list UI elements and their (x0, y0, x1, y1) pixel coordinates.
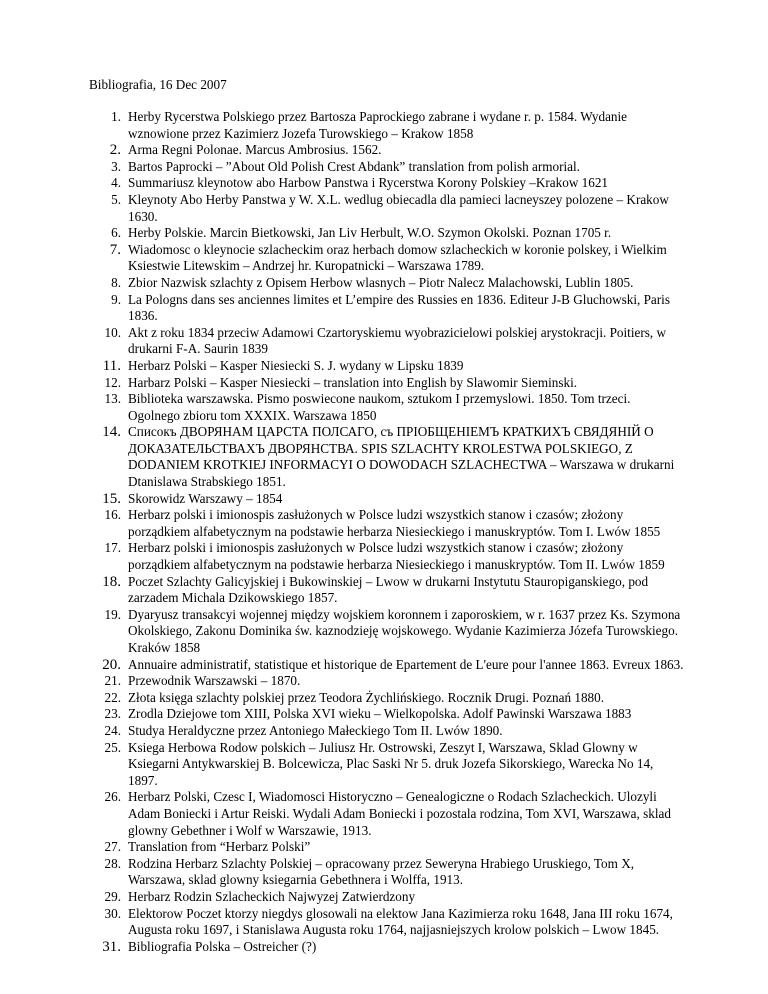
entry-number: 25. (104, 739, 121, 755)
entry-text: Przewodnik Warszawski – 1870. (128, 673, 301, 689)
entry-number: 17. (104, 540, 121, 556)
entry-text: Translation from “Herbarz Polski” (128, 839, 311, 855)
entry-number: 8. (111, 274, 121, 290)
entry-number: 28. (104, 855, 121, 871)
entry-number: 20. (102, 656, 121, 673)
bibliography-list (89, 109, 685, 955)
entry-number: 31. (102, 938, 121, 955)
entry-text: La Pologns dans ses anciennes limites et L’empire des Russies en 1836. Editeur J-B Gluchowski, Paris 1836. (128, 291, 670, 324)
entry-text: Kleynoty Abo Herby Panstwa y W. X.L. wedlug obiecadla dla pamieci lacneyszey polozene – Krakow 1630. (128, 191, 669, 224)
entry-number: 6. (111, 225, 121, 241)
entry-text: Списокъ ДВОРЯНАМ ЦАРСТА ПОЛСАГО, съ ПРІОБЩЕНІЕМЪ КРАТКИХЪ СВЯДЯНІЙ О ДОКАЗАТЕЛЬСТВАХЪ ДВОРЯНСТВА. SPIS SZLACHTY KROLESTWA POLSKIEGO, Z DODANIEM KROTKIEJ INFORMACYI O DOWODACH SZLACHECTWA – Warszawa w drukarni Dtanislawa Strabskiego 1851. (128, 424, 675, 490)
bibliography-entry (89, 142, 685, 159)
entry-number: 4. (111, 175, 121, 191)
bibliography-entry (89, 607, 685, 657)
bibliography-entry (89, 424, 685, 490)
bibliography-entry (89, 275, 685, 292)
entry-text: Herby Rycerstwa Polskiego przez Bartosza Paprockiego zabrane i wydane r. p. 1584. Wydanie wznowione przez Kazimierz Jozefa Turowskiego – Krakow 1858 (128, 109, 628, 141)
bibliography-entry (89, 491, 685, 508)
entry-number: 13. (104, 391, 121, 407)
entry-text: Ksiega Herbowa Rodow polskich – Juliusz Hr. Ostrowski, Zeszyt I, Warszawa, Sklad Glowny w Ksiegarni Antykwarskiej B. Bolcewicza, Plac Saski Nr 5. druk Jozefa Sikorskiego, Warecka No 14, 1897. (128, 739, 654, 788)
bibliography-entry (89, 375, 685, 392)
entry-text: Rodzina Herbarz Szlachty Polskiej – opracowany przez Seweryna Hrabiego Uruskiego, Tom X, Warszawa, sklad glowny ksiegarnia Gebethnera i Wolffa, 1913. (128, 855, 635, 888)
bibliography-entry (89, 391, 685, 424)
entry-text: Herbarz Polski, Czesc I, Wiadomosci Historyczno – Genealogiczne o Rodach Szlacheckich. Ulozyli Adam Boniecki i Artur Reiski. Wydali Adam Boniecki i pozostala rodzina, Tom XVI, Warszawa, sklad glowny Gebethner i Wolf w Warszawie, 1913. (128, 789, 671, 838)
bibliography-entry (89, 507, 685, 540)
entry-number: 24. (104, 722, 121, 738)
entry-text: Annuaire administratif, statistique et historique de Epartement de L'eure pour l'annee 1863. Evreux 1863. (128, 656, 684, 672)
entry-text: Herbarz Rodzin Szlacheckich Najwyzej Zatwierdzony (128, 888, 416, 904)
entry-text: Herby Polskie. Marcin Bietkowski, Jan Liv Herbult, W.O. Szymon Okolski. Poznan 1705 r. (128, 225, 612, 241)
entry-number: 23. (104, 706, 121, 722)
entry-text: Bibliografia Polska – Ostreicher (?) (128, 938, 317, 954)
entry-text: Harbarz Polski – Kasper Niesiecki – translation into English by Slawomir Sieminski. (128, 374, 578, 390)
bibliography-entry (89, 740, 685, 790)
entry-text: Wiadomosc o kleynocie szlacheckim oraz herbach domow szlacheckich w koronie polskey, i Wielkim Ksiestwie Litewskim – Andrzej hr. Kuropatnicki – Warszawa 1789. (128, 241, 667, 274)
entry-number: 30. (104, 905, 121, 921)
entry-text: Akt z roku 1834 przeciw Adamowi Czartoryskiemu wyobrazicielowi polskiej arystokracji. Poitiers, w drukarni F-A. Saurin 1839 (128, 324, 666, 357)
entry-text: Herbarz polski i imionospis zasłużonych w Polsce ludzi wszystkich stanow i czasów; złożony porządkiem alfabetycznym na podstawie herbarza Niesieckiego i manuskryptów. Tom I. Lwów 1855 (128, 507, 661, 539)
entry-number: 18. (102, 573, 121, 590)
bibliography-entry (89, 242, 685, 275)
entry-number: 27. (104, 839, 121, 855)
bibliography-entry (89, 159, 685, 176)
entry-number: 16. (104, 507, 121, 523)
entry-text: Złota księga szlachty polskiej przez Teodora Żychlińskiego. Rocznik Drugi. Poznań 1880. (128, 689, 605, 705)
bibliography-entry (89, 889, 685, 906)
entry-number: 22. (104, 689, 121, 705)
bibliography-entry (89, 839, 685, 856)
entry-number: 7. (109, 241, 121, 258)
entry-text: Herbarz Polski – Kasper Niesiecki S. J. wydany w Lipsku 1839 (128, 357, 464, 373)
document-title: Bibliografia, 16 Dec 2007 (89, 77, 227, 92)
entry-number: 5. (111, 191, 121, 207)
bibliography-entry (89, 939, 685, 956)
entry-number: 2. (109, 142, 121, 159)
bibliography-entry (89, 358, 685, 375)
bibliography-entry (89, 723, 685, 740)
entry-text: Elektorow Poczet ktorzy niegdys glosowali na elektow Jana Kazimierza roku 1648, Jana III roku 1674, Augusta roku 1697, i Stanislawa Augusta roku 1764, najjasniejszych krolow polskich – Lwow 1845. (128, 905, 673, 938)
entry-text: Skorowidz Warszawy – 1854 (128, 490, 283, 506)
entry-text: Poczet Szlachty Galicyjskiej i Bukowinskiej – Lwow w drukarni Instytutu Stauropiganskiego, pod zarzadem Michala Dzikowskiego 1857. (128, 573, 649, 606)
bibliography-entry (89, 292, 685, 325)
entry-text: Bartos Paprocki – ”About Old Polish Crest Abdank” translation from polish armorial. (128, 158, 580, 174)
entry-text: Zbior Nazwisk szlachty z Opisem Herbow wlasnych – Piotr Nalecz Malachowski, Lublin 1805. (128, 274, 634, 290)
entry-number: 11. (102, 357, 121, 374)
bibliography-entry (89, 657, 685, 674)
bibliography-entry (89, 192, 685, 225)
bibliography-entry (89, 856, 685, 889)
entry-number: 3. (111, 158, 121, 174)
entry-text: Studya Heraldyczne przez Antoniego Małeckiego Tom II. Lwów 1890. (128, 722, 503, 738)
entry-text: Dyaryusz transakcyi wojennej między wojskiem koronnem i zaporoskiem, w r. 1637 przez Ks. Szymona Okolskiego, Zakonu Dominika św. kaznodzieję wojskowego. Wydanie Kazimierza Józefa Turowskiego. Kraków 1858 (128, 606, 681, 655)
entry-number: 14. (102, 424, 121, 441)
bibliography-entry (89, 574, 685, 607)
bibliography-entry (89, 706, 685, 723)
entry-text: Herbarz polski i imionospis zasłużonych w Polsce ludzi wszystkich stanow i czasów; złożony porządkiem alfabetycznym na podstawie herbarza Niesieckiego i manuskryptów. Tom II. Lwów 1859 (128, 540, 665, 573)
entry-number: 21. (104, 673, 121, 689)
bibliography-entry (89, 225, 685, 242)
bibliography-entry (89, 325, 685, 358)
bibliography-entry (89, 673, 685, 690)
entry-number: 29. (104, 888, 121, 904)
bibliography-entry (89, 690, 685, 707)
bibliography-entry (89, 789, 685, 839)
bibliography-entry (89, 109, 685, 142)
entry-text: Summariusz kleynotow abo Harbow Panstwa i Rycerstwa Korony Polskiey –Krakow 1621 (128, 175, 609, 191)
entry-number: 10. (104, 324, 121, 340)
bibliography-entry (89, 540, 685, 573)
entry-number: 15. (102, 490, 121, 507)
entry-text: Arma Regni Polonae. Marcus Ambrosius. 1562. (128, 142, 382, 158)
bibliography-entry (89, 906, 685, 939)
entry-number: 19. (104, 606, 121, 622)
bibliography-entry (89, 175, 685, 192)
entry-number: 9. (111, 291, 121, 307)
entry-text: Biblioteka warszawska. Pismo poswiecone naukom, sztukom I przemyslowi. 1850. Tom trzeci. Ogolnego zbioru tom XXXIX. Warszawa 1850 (128, 391, 631, 423)
entry-number: 12. (104, 374, 121, 390)
entry-number: 26. (104, 789, 121, 805)
entry-number: 1. (111, 109, 121, 124)
entry-text: Zrodla Dziejowe tom XIII, Polska XVI wieku – Wielkopolska. Adolf Pawinski Warszawa 1883 (128, 706, 632, 722)
